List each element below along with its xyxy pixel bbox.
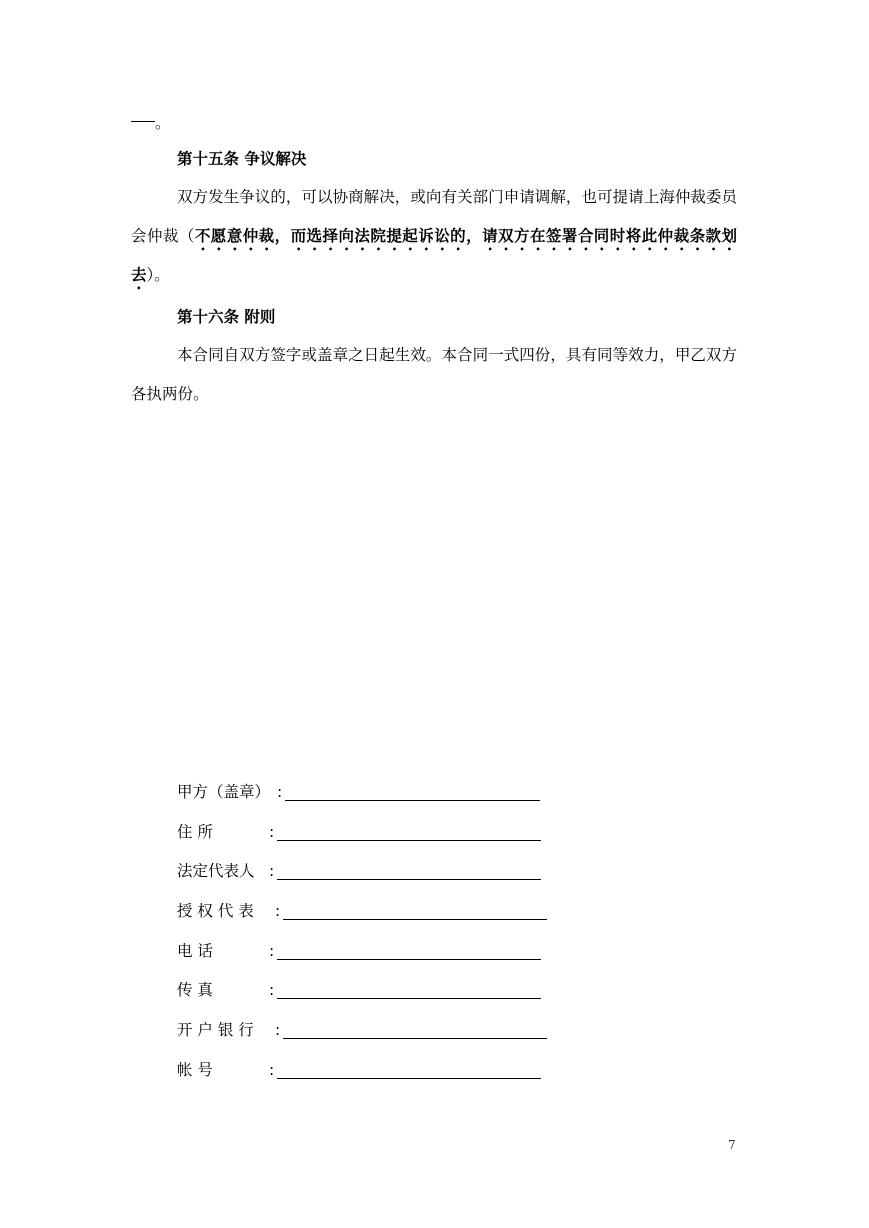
phone-colon: :	[269, 941, 275, 960]
party-a-colon: :	[277, 783, 283, 801]
fax-colon: :	[269, 981, 275, 1000]
address-label	[177, 818, 269, 846]
authorized-rep-label: 授 权 代 表	[177, 902, 254, 921]
signature-row-account	[177, 1056, 547, 1096]
legal-rep-colon: :	[269, 862, 275, 881]
signature-block	[177, 778, 547, 1096]
legal-rep-line[interactable]	[277, 857, 541, 880]
article-15-closing: ）。	[146, 266, 170, 284]
article-16-paragraph: 本合同自双方签字或盖章之日起生效。本合同一式四份，具有同等效力，甲乙双方各执两份。	[131, 346, 737, 403]
account-line[interactable]	[277, 1056, 541, 1079]
bank-label: 开 户 银 行	[177, 1021, 254, 1040]
arbitration-note: 不愿意仲裁，而选择向法院提起诉讼的，请双方在签署合同时将此仲裁条款划去	[131, 227, 737, 284]
account-label: 帐 号	[177, 1060, 213, 1079]
address-label-text: 住 所	[177, 822, 213, 841]
fax-line[interactable]	[277, 976, 541, 999]
signature-row-authorized-rep	[177, 897, 547, 937]
article-16-heading: 第十六条 附则	[177, 308, 276, 326]
phone-label: 电 话	[177, 941, 213, 960]
page-number: 7	[728, 1138, 736, 1152]
fax-label: 传 真	[177, 981, 213, 1000]
article-15-heading: 第十五条 争议解决	[177, 150, 307, 168]
bank-line[interactable]	[283, 1016, 547, 1039]
article-15-text: 双方发生争议的，可以协商解决，或向有关部门申请调解，也可提请上海仲裁委员会仲裁（	[131, 188, 737, 245]
phone-line[interactable]	[277, 937, 541, 960]
authorized-rep-line[interactable]	[283, 897, 547, 920]
signature-row-fax	[177, 976, 547, 1016]
fill-in-blank	[131, 121, 155, 122]
signature-row-party-a	[177, 778, 547, 818]
signature-row-bank	[177, 1016, 547, 1056]
signature-row-phone	[177, 937, 547, 977]
address-colon: :	[269, 822, 275, 841]
party-a-seal-line[interactable]	[285, 778, 540, 801]
account-colon: :	[269, 1060, 275, 1079]
signature-row-address	[177, 818, 547, 858]
address-line[interactable]	[277, 818, 541, 841]
previous-clause-end	[131, 108, 171, 138]
period-mark: 。	[155, 114, 171, 132]
authorized-rep-colon: :	[275, 902, 281, 921]
article-15-paragraph	[131, 178, 737, 295]
bank-colon: :	[275, 1021, 281, 1040]
legal-rep-label: 法定代表人	[177, 862, 255, 881]
party-a-label: 甲方（盖章）	[177, 783, 271, 801]
signature-row-legal-rep	[177, 857, 547, 897]
